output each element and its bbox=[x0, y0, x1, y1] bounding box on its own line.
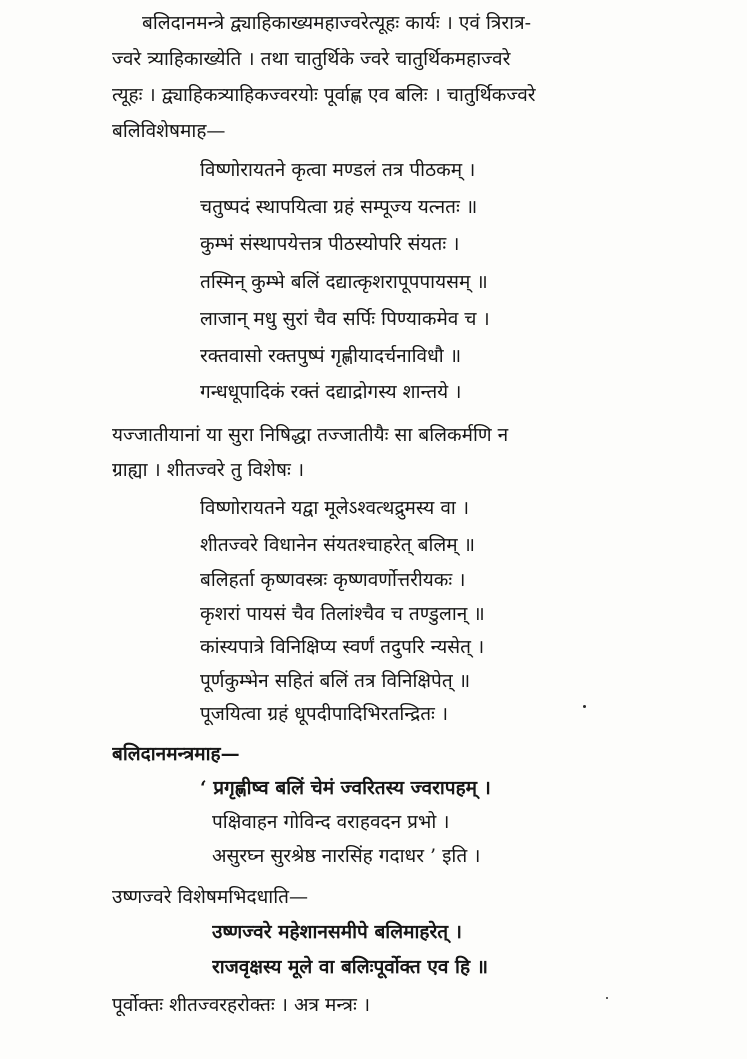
verse-line-6: रक्तवासो रक्तपुष्पं गृह्णीयादर्चनाविधौ ॥ bbox=[200, 345, 462, 367]
mantra-line-3: असुरघ्न सुरश्रेष्ठ नारसिंह गदाधर ’ इति । bbox=[212, 845, 481, 867]
prose-line-5: ग्राह्या । शीतज्वरे तु विशेषः । bbox=[112, 459, 305, 481]
prose-line-3: त्यूहः । द्व्याहिकत्र्याहिकज्वरयोः पूर्वाह्ण एव बलिः । चातुर्थिकज्वरे bbox=[112, 84, 536, 106]
prose-line-4: यज्जातीयानां या सुरा निषिद्धा तज्जातीयैः सा बलिकर्मणि न bbox=[112, 424, 509, 446]
verse-line-16: राजवृक्षस्य मूले वा बलिःपूर्वोक्त एव हि ॥ bbox=[212, 956, 489, 978]
verse-line-13: पूर्णकुम्भेन सहितं बलिं तत्र विनिक्षिपेत् ॥ bbox=[200, 670, 471, 692]
scan-speck bbox=[583, 705, 586, 708]
verse-line-4: तस्मिन् कुम्भे बलिं दद्यात्कृशरापूपपायसम् ॥ bbox=[200, 271, 488, 293]
verse-line-2: चतुष्पदं स्थापयित्वा ग्रहं सम्पूज्य यत्नतः ॥ bbox=[200, 196, 478, 218]
verse-line-10: बलिहर्ता कृष्णवस्त्रः कृष्णवर्णोत्तरीयकः । bbox=[200, 569, 466, 591]
closing-line: पूर्वोक्तः शीतज्वरहरोक्तः । अत्र मन्त्रः । bbox=[112, 994, 371, 1016]
verse-line-14: पूजयित्वा ग्रहं धूपदीपादिभिरतन्द्रितः । bbox=[200, 703, 449, 725]
mantra-line-2: पक्षिवाहन गोविन्द वराहवदन प्रभो । bbox=[212, 811, 450, 833]
verse-line-9: शीतज्वरे विधानेन संयतश्चाहरेत् बलिम् ॥ bbox=[200, 534, 476, 556]
prose-line-1: बलिदानमन्त्रे द्व्याहिकाख्यमहाज्वरेत्यूहः कार्यः । एवं त्रिरात्र- bbox=[142, 12, 531, 34]
verse-line-8: विष्णोरायतने यद्वा मूलेऽश्वत्थद्रुमस्य वा । bbox=[200, 497, 470, 519]
section-heading-ushna-jvara: उष्णज्वरे विशेषमभिदधाति— bbox=[112, 886, 308, 908]
verse-line-12: कांस्यपात्रे विनिक्षिप्य स्वर्णं तदुपरि न्यसेत् । bbox=[200, 636, 485, 658]
prose-line-2: ज्वरे त्र्याहिकाख्येति । तथा चातुर्थिके ज्वरे चातुर्थिकमहाज्वरे bbox=[112, 48, 511, 70]
scan-speck bbox=[606, 997, 608, 999]
mantra-line-1: ‘ प्रगृह्णीष्व बलिं चेमं ज्वरितस्य ज्वरापहम् । bbox=[200, 777, 491, 799]
verse-line-7: गन्धधूपादिकं रक्तं दद्याद्रोगस्य शान्तये । bbox=[200, 381, 462, 403]
verse-line-1: विष्णोरायतने कृत्वा मण्डलं तत्र पीठकम् । bbox=[200, 159, 476, 181]
verse-line-5: लाजान् मधु सुरां चैव सर्पिः पिण्याकमेव च । bbox=[200, 308, 490, 330]
section-heading-mantra: बलिदानमन्त्रमाह— bbox=[112, 743, 240, 765]
verse-line-11: कृशरां पायसं चैव तिलांश्चैव च तण्डुलान् ॥ bbox=[200, 603, 485, 625]
section-heading-bali-vishesha: बलिविशेषमाह— bbox=[112, 120, 226, 142]
verse-line-15: उष्णज्वरे महेशानसमीपे बलिमाहरेत् । bbox=[212, 921, 462, 943]
verse-line-3: कुम्भं संस्थापयेत्तत्र पीठस्योपरि संयतः । bbox=[200, 233, 460, 255]
